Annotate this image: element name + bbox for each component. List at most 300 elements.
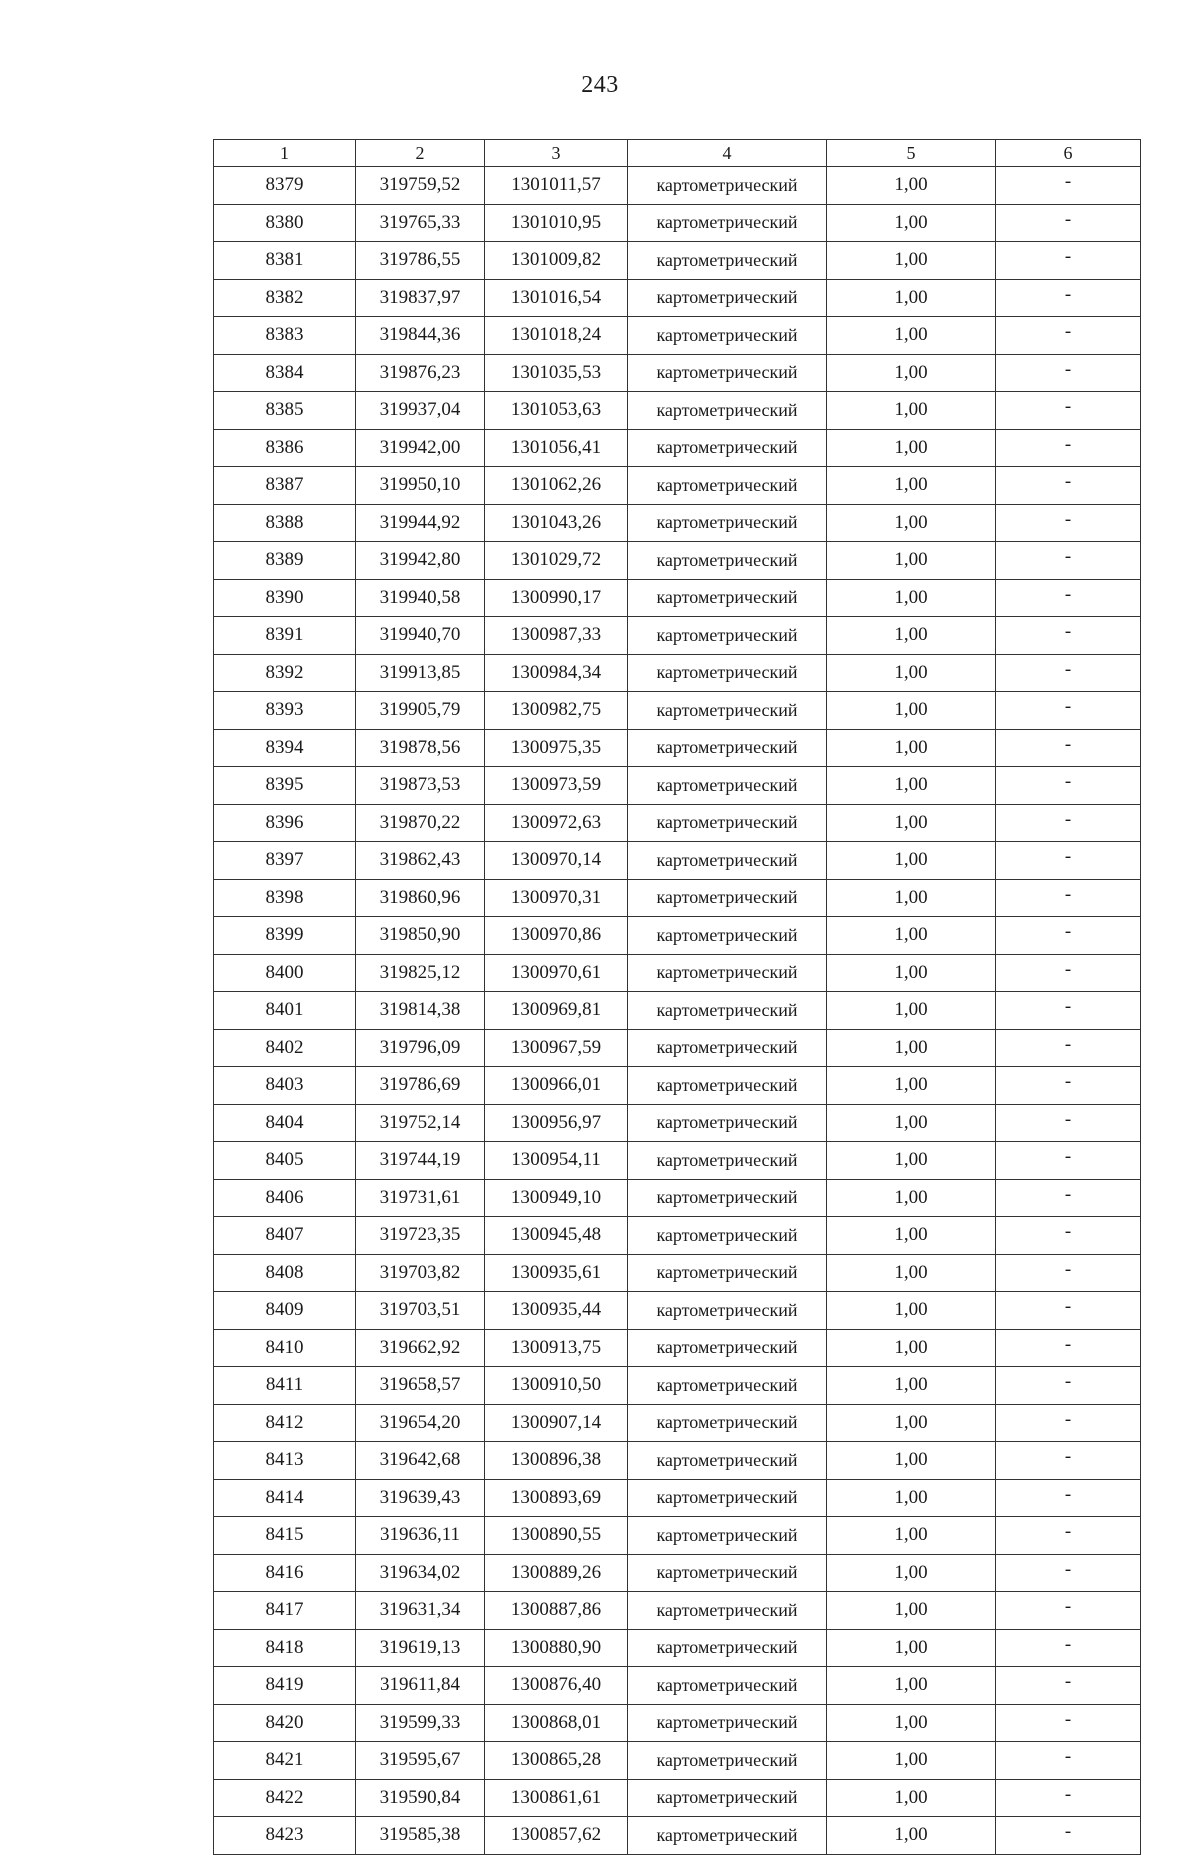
x-coordinate-cell: 319765,33 [356,204,485,242]
y-coordinate-cell: 1300907,14 [485,1404,628,1442]
accuracy-cell: 1,00 [827,842,996,880]
method-cell: картометрический [628,1142,827,1180]
accuracy-cell: 1,00 [827,279,996,317]
error-cell: - [996,1217,1141,1255]
accuracy-cell: 1,00 [827,1554,996,1592]
x-coordinate-cell: 319944,92 [356,504,485,542]
y-coordinate-cell: 1300967,59 [485,1029,628,1067]
table-row [214,317,1141,355]
accuracy-cell: 1,00 [827,992,996,1030]
method-cell: картометрический [628,1442,827,1480]
y-coordinate-cell: 1301009,82 [485,242,628,280]
table-row [214,1667,1141,1705]
error-cell: - [996,1779,1141,1817]
error-cell: - [996,317,1141,355]
y-coordinate-cell: 1300973,59 [485,767,628,805]
table-row [214,692,1141,730]
point-number-cell: 8383 [214,317,356,355]
error-cell: - [996,1104,1141,1142]
table-row [214,279,1141,317]
table-row [214,392,1141,430]
point-number-cell: 8394 [214,729,356,767]
accuracy-cell: 1,00 [827,467,996,505]
error-cell: - [996,1704,1141,1742]
accuracy-cell: 1,00 [827,1254,996,1292]
point-number-cell: 8405 [214,1142,356,1180]
error-cell: - [996,354,1141,392]
y-coordinate-cell: 1301062,26 [485,467,628,505]
table-row [214,1367,1141,1405]
method-cell: картометрический [628,1329,827,1367]
table-row [214,167,1141,205]
point-number-cell: 8396 [214,804,356,842]
method-cell: картометрический [628,279,827,317]
method-cell: картометрический [628,767,827,805]
point-number-cell: 8389 [214,542,356,580]
method-cell: картометрический [628,1629,827,1667]
point-number-cell: 8418 [214,1629,356,1667]
accuracy-cell: 1,00 [827,542,996,580]
method-cell: картометрический [628,1254,827,1292]
point-number-cell: 8391 [214,617,356,655]
accuracy-cell: 1,00 [827,167,996,205]
method-cell: картометрический [628,954,827,992]
error-cell: - [996,579,1141,617]
accuracy-cell: 1,00 [827,954,996,992]
error-cell: - [996,954,1141,992]
table-row [214,654,1141,692]
accuracy-cell: 1,00 [827,1742,996,1780]
point-number-cell: 8390 [214,579,356,617]
point-number-cell: 8381 [214,242,356,280]
accuracy-cell: 1,00 [827,1817,996,1855]
x-coordinate-cell: 319636,11 [356,1517,485,1555]
point-number-cell: 8421 [214,1742,356,1780]
x-coordinate-cell: 319814,38 [356,992,485,1030]
point-number-cell: 8407 [214,1217,356,1255]
error-cell: - [996,1067,1141,1105]
method-cell: картометрический [628,1367,827,1405]
y-coordinate-cell: 1300982,75 [485,692,628,730]
x-coordinate-cell: 319940,58 [356,579,485,617]
y-coordinate-cell: 1300880,90 [485,1629,628,1667]
y-coordinate-cell: 1300984,34 [485,654,628,692]
y-coordinate-cell: 1301011,57 [485,167,628,205]
error-cell: - [996,1179,1141,1217]
method-cell: картометрический [628,1779,827,1817]
point-number-cell: 8384 [214,354,356,392]
accuracy-cell: 1,00 [827,767,996,805]
error-cell: - [996,1367,1141,1405]
x-coordinate-cell: 319844,36 [356,317,485,355]
point-number-cell: 8385 [214,392,356,430]
point-number-cell: 8400 [214,954,356,992]
table-row [214,879,1141,917]
method-cell: картометрический [628,579,827,617]
method-cell: картометрический [628,1067,827,1105]
method-cell: картометрический [628,1704,827,1742]
error-cell: - [996,1329,1141,1367]
point-number-cell: 8403 [214,1067,356,1105]
column-header-4: 4 [628,140,827,167]
error-cell: - [996,992,1141,1030]
y-coordinate-cell: 1300896,38 [485,1442,628,1480]
x-coordinate-cell: 319850,90 [356,917,485,955]
method-cell: картометрический [628,1029,827,1067]
x-coordinate-cell: 319950,10 [356,467,485,505]
error-cell: - [996,1554,1141,1592]
error-cell: - [996,1517,1141,1555]
point-number-cell: 8411 [214,1367,356,1405]
table-row [214,1479,1141,1517]
point-number-cell: 8402 [214,1029,356,1067]
table-row [214,767,1141,805]
error-cell: - [996,1442,1141,1480]
table-row [214,1742,1141,1780]
table-row [214,804,1141,842]
x-coordinate-cell: 319937,04 [356,392,485,430]
point-number-cell: 8419 [214,1667,356,1705]
error-cell: - [996,1817,1141,1855]
accuracy-cell: 1,00 [827,1029,996,1067]
point-number-cell: 8420 [214,1704,356,1742]
column-header-5: 5 [827,140,996,167]
accuracy-cell: 1,00 [827,1367,996,1405]
table-row [214,954,1141,992]
table-row [214,354,1141,392]
x-coordinate-cell: 319662,92 [356,1329,485,1367]
method-cell: картометрический [628,467,827,505]
table-row [214,1442,1141,1480]
method-cell: картометрический [628,317,827,355]
accuracy-cell: 1,00 [827,204,996,242]
x-coordinate-cell: 319786,69 [356,1067,485,1105]
error-cell: - [996,1292,1141,1330]
error-cell: - [996,617,1141,655]
x-coordinate-cell: 319642,68 [356,1442,485,1480]
error-cell: - [996,204,1141,242]
method-cell: картометрический [628,1554,827,1592]
table-row [214,729,1141,767]
point-number-cell: 8422 [214,1779,356,1817]
table-row [214,1779,1141,1817]
table-row [214,1404,1141,1442]
table-row [214,617,1141,655]
error-cell: - [996,1142,1141,1180]
y-coordinate-cell: 1300861,61 [485,1779,628,1817]
accuracy-cell: 1,00 [827,917,996,955]
error-cell: - [996,392,1141,430]
y-coordinate-cell: 1300913,75 [485,1329,628,1367]
method-cell: картометрический [628,1104,827,1142]
point-number-cell: 8388 [214,504,356,542]
accuracy-cell: 1,00 [827,617,996,655]
y-coordinate-cell: 1301035,53 [485,354,628,392]
y-coordinate-cell: 1300949,10 [485,1179,628,1217]
y-coordinate-cell: 1300857,62 [485,1817,628,1855]
table-row [214,917,1141,955]
accuracy-cell: 1,00 [827,317,996,355]
point-number-cell: 8380 [214,204,356,242]
x-coordinate-cell: 319585,38 [356,1817,485,1855]
y-coordinate-cell: 1300890,55 [485,1517,628,1555]
method-cell: картометрический [628,1592,827,1630]
y-coordinate-cell: 1300969,81 [485,992,628,1030]
method-cell: картометрический [628,429,827,467]
x-coordinate-cell: 319731,61 [356,1179,485,1217]
error-cell: - [996,1592,1141,1630]
y-coordinate-cell: 1300887,86 [485,1592,628,1630]
y-coordinate-cell: 1300865,28 [485,1742,628,1780]
method-cell: картометрический [628,729,827,767]
method-cell: картометрический [628,1217,827,1255]
error-cell: - [996,242,1141,280]
table-row [214,1817,1141,1855]
point-number-cell: 8409 [214,1292,356,1330]
method-cell: картометрический [628,617,827,655]
table-row [214,1554,1141,1592]
table-row [214,1629,1141,1667]
table-row [214,1179,1141,1217]
y-coordinate-cell: 1300889,26 [485,1554,628,1592]
error-cell: - [996,842,1141,880]
table-body [214,167,1141,1855]
y-coordinate-cell: 1301029,72 [485,542,628,580]
x-coordinate-cell: 319860,96 [356,879,485,917]
error-cell: - [996,1479,1141,1517]
x-coordinate-cell: 319723,35 [356,1217,485,1255]
y-coordinate-cell: 1300945,48 [485,1217,628,1255]
error-cell: - [996,1667,1141,1705]
x-coordinate-cell: 319796,09 [356,1029,485,1067]
y-coordinate-cell: 1301056,41 [485,429,628,467]
accuracy-cell: 1,00 [827,1292,996,1330]
x-coordinate-cell: 319878,56 [356,729,485,767]
table-row [214,1592,1141,1630]
point-number-cell: 8399 [214,917,356,955]
x-coordinate-cell: 319876,23 [356,354,485,392]
table-row [214,504,1141,542]
x-coordinate-cell: 319658,57 [356,1367,485,1405]
x-coordinate-cell: 319611,84 [356,1667,485,1705]
y-coordinate-cell: 1300910,50 [485,1367,628,1405]
point-number-cell: 8379 [214,167,356,205]
method-cell: картометрический [628,354,827,392]
x-coordinate-cell: 319905,79 [356,692,485,730]
point-number-cell: 8413 [214,1442,356,1480]
method-cell: картометрический [628,504,827,542]
x-coordinate-cell: 319759,52 [356,167,485,205]
table-row [214,542,1141,580]
method-cell: картометрический [628,804,827,842]
error-cell: - [996,654,1141,692]
y-coordinate-cell: 1300868,01 [485,1704,628,1742]
x-coordinate-cell: 319942,00 [356,429,485,467]
point-number-cell: 8415 [214,1517,356,1555]
accuracy-cell: 1,00 [827,1779,996,1817]
table-row [214,1142,1141,1180]
y-coordinate-cell: 1301018,24 [485,317,628,355]
accuracy-cell: 1,00 [827,1217,996,1255]
x-coordinate-cell: 319703,82 [356,1254,485,1292]
x-coordinate-cell: 319703,51 [356,1292,485,1330]
x-coordinate-cell: 319599,33 [356,1704,485,1742]
y-coordinate-cell: 1300970,14 [485,842,628,880]
accuracy-cell: 1,00 [827,1704,996,1742]
x-coordinate-cell: 319862,43 [356,842,485,880]
accuracy-cell: 1,00 [827,1442,996,1480]
x-coordinate-cell: 319940,70 [356,617,485,655]
accuracy-cell: 1,00 [827,1104,996,1142]
error-cell: - [996,692,1141,730]
accuracy-cell: 1,00 [827,354,996,392]
x-coordinate-cell: 319619,13 [356,1629,485,1667]
accuracy-cell: 1,00 [827,1479,996,1517]
error-cell: - [996,917,1141,955]
table-row [214,242,1141,280]
accuracy-cell: 1,00 [827,804,996,842]
method-cell: картометрический [628,242,827,280]
point-number-cell: 8423 [214,1817,356,1855]
accuracy-cell: 1,00 [827,392,996,430]
y-coordinate-cell: 1300987,33 [485,617,628,655]
point-number-cell: 8404 [214,1104,356,1142]
error-cell: - [996,804,1141,842]
accuracy-cell: 1,00 [827,1142,996,1180]
y-coordinate-cell: 1300966,01 [485,1067,628,1105]
x-coordinate-cell: 319942,80 [356,542,485,580]
method-cell: картометрический [628,1292,827,1330]
header-row [214,140,1141,167]
method-cell: картометрический [628,542,827,580]
x-coordinate-cell: 319870,22 [356,804,485,842]
point-number-cell: 8401 [214,992,356,1030]
x-coordinate-cell: 319786,55 [356,242,485,280]
table-row [214,1292,1141,1330]
accuracy-cell: 1,00 [827,1667,996,1705]
point-number-cell: 8414 [214,1479,356,1517]
x-coordinate-cell: 319654,20 [356,1404,485,1442]
table-row [214,204,1141,242]
method-cell: картометрический [628,1517,827,1555]
error-cell: - [996,1404,1141,1442]
accuracy-cell: 1,00 [827,1404,996,1442]
point-number-cell: 8417 [214,1592,356,1630]
point-number-cell: 8393 [214,692,356,730]
point-number-cell: 8387 [214,467,356,505]
point-number-cell: 8416 [214,1554,356,1592]
point-number-cell: 8382 [214,279,356,317]
accuracy-cell: 1,00 [827,692,996,730]
point-number-cell: 8392 [214,654,356,692]
accuracy-cell: 1,00 [827,1517,996,1555]
x-coordinate-cell: 319825,12 [356,954,485,992]
method-cell: картометрический [628,1742,827,1780]
method-cell: картометрический [628,1667,827,1705]
error-cell: - [996,504,1141,542]
y-coordinate-cell: 1300935,44 [485,1292,628,1330]
y-coordinate-cell: 1300972,63 [485,804,628,842]
point-number-cell: 8406 [214,1179,356,1217]
point-number-cell: 8386 [214,429,356,467]
error-cell: - [996,729,1141,767]
accuracy-cell: 1,00 [827,1629,996,1667]
accuracy-cell: 1,00 [827,242,996,280]
table-row [214,467,1141,505]
table-row [214,1104,1141,1142]
table-row [214,1704,1141,1742]
error-cell: - [996,279,1141,317]
accuracy-cell: 1,00 [827,504,996,542]
column-header-1: 1 [214,140,356,167]
method-cell: картометрический [628,167,827,205]
y-coordinate-cell: 1301010,95 [485,204,628,242]
error-cell: - [996,1742,1141,1780]
table-row [214,1067,1141,1105]
accuracy-cell: 1,00 [827,579,996,617]
error-cell: - [996,542,1141,580]
y-coordinate-cell: 1301016,54 [485,279,628,317]
error-cell: - [996,467,1141,505]
y-coordinate-cell: 1301053,63 [485,392,628,430]
x-coordinate-cell: 319752,14 [356,1104,485,1142]
column-header-3: 3 [485,140,628,167]
method-cell: картометрический [628,1404,827,1442]
page-number: 243 [581,72,619,98]
error-cell: - [996,1629,1141,1667]
method-cell: картометрический [628,879,827,917]
x-coordinate-cell: 319595,67 [356,1742,485,1780]
y-coordinate-cell: 1300970,31 [485,879,628,917]
table-row [214,842,1141,880]
table-row [214,1329,1141,1367]
accuracy-cell: 1,00 [827,1067,996,1105]
x-coordinate-cell: 319913,85 [356,654,485,692]
x-coordinate-cell: 319590,84 [356,1779,485,1817]
method-cell: картометрический [628,1179,827,1217]
y-coordinate-cell: 1300893,69 [485,1479,628,1517]
method-cell: картометрический [628,204,827,242]
x-coordinate-cell: 319873,53 [356,767,485,805]
table-row [214,1254,1141,1292]
y-coordinate-cell: 1300956,97 [485,1104,628,1142]
table-header [214,140,1141,167]
y-coordinate-cell: 1300954,11 [485,1142,628,1180]
error-cell: - [996,1029,1141,1067]
accuracy-cell: 1,00 [827,729,996,767]
x-coordinate-cell: 319634,02 [356,1554,485,1592]
y-coordinate-cell: 1300970,61 [485,954,628,992]
method-cell: картометрический [628,992,827,1030]
x-coordinate-cell: 319639,43 [356,1479,485,1517]
point-number-cell: 8397 [214,842,356,880]
method-cell: картометрический [628,917,827,955]
accuracy-cell: 1,00 [827,1179,996,1217]
point-number-cell: 8410 [214,1329,356,1367]
accuracy-cell: 1,00 [827,879,996,917]
table-row [214,1217,1141,1255]
column-header-2: 2 [356,140,485,167]
table-row [214,992,1141,1030]
method-cell: картометрический [628,1479,827,1517]
table-row [214,1029,1141,1067]
error-cell: - [996,1254,1141,1292]
accuracy-cell: 1,00 [827,1329,996,1367]
y-coordinate-cell: 1300970,86 [485,917,628,955]
table-row [214,1517,1141,1555]
table-row [214,429,1141,467]
error-cell: - [996,879,1141,917]
